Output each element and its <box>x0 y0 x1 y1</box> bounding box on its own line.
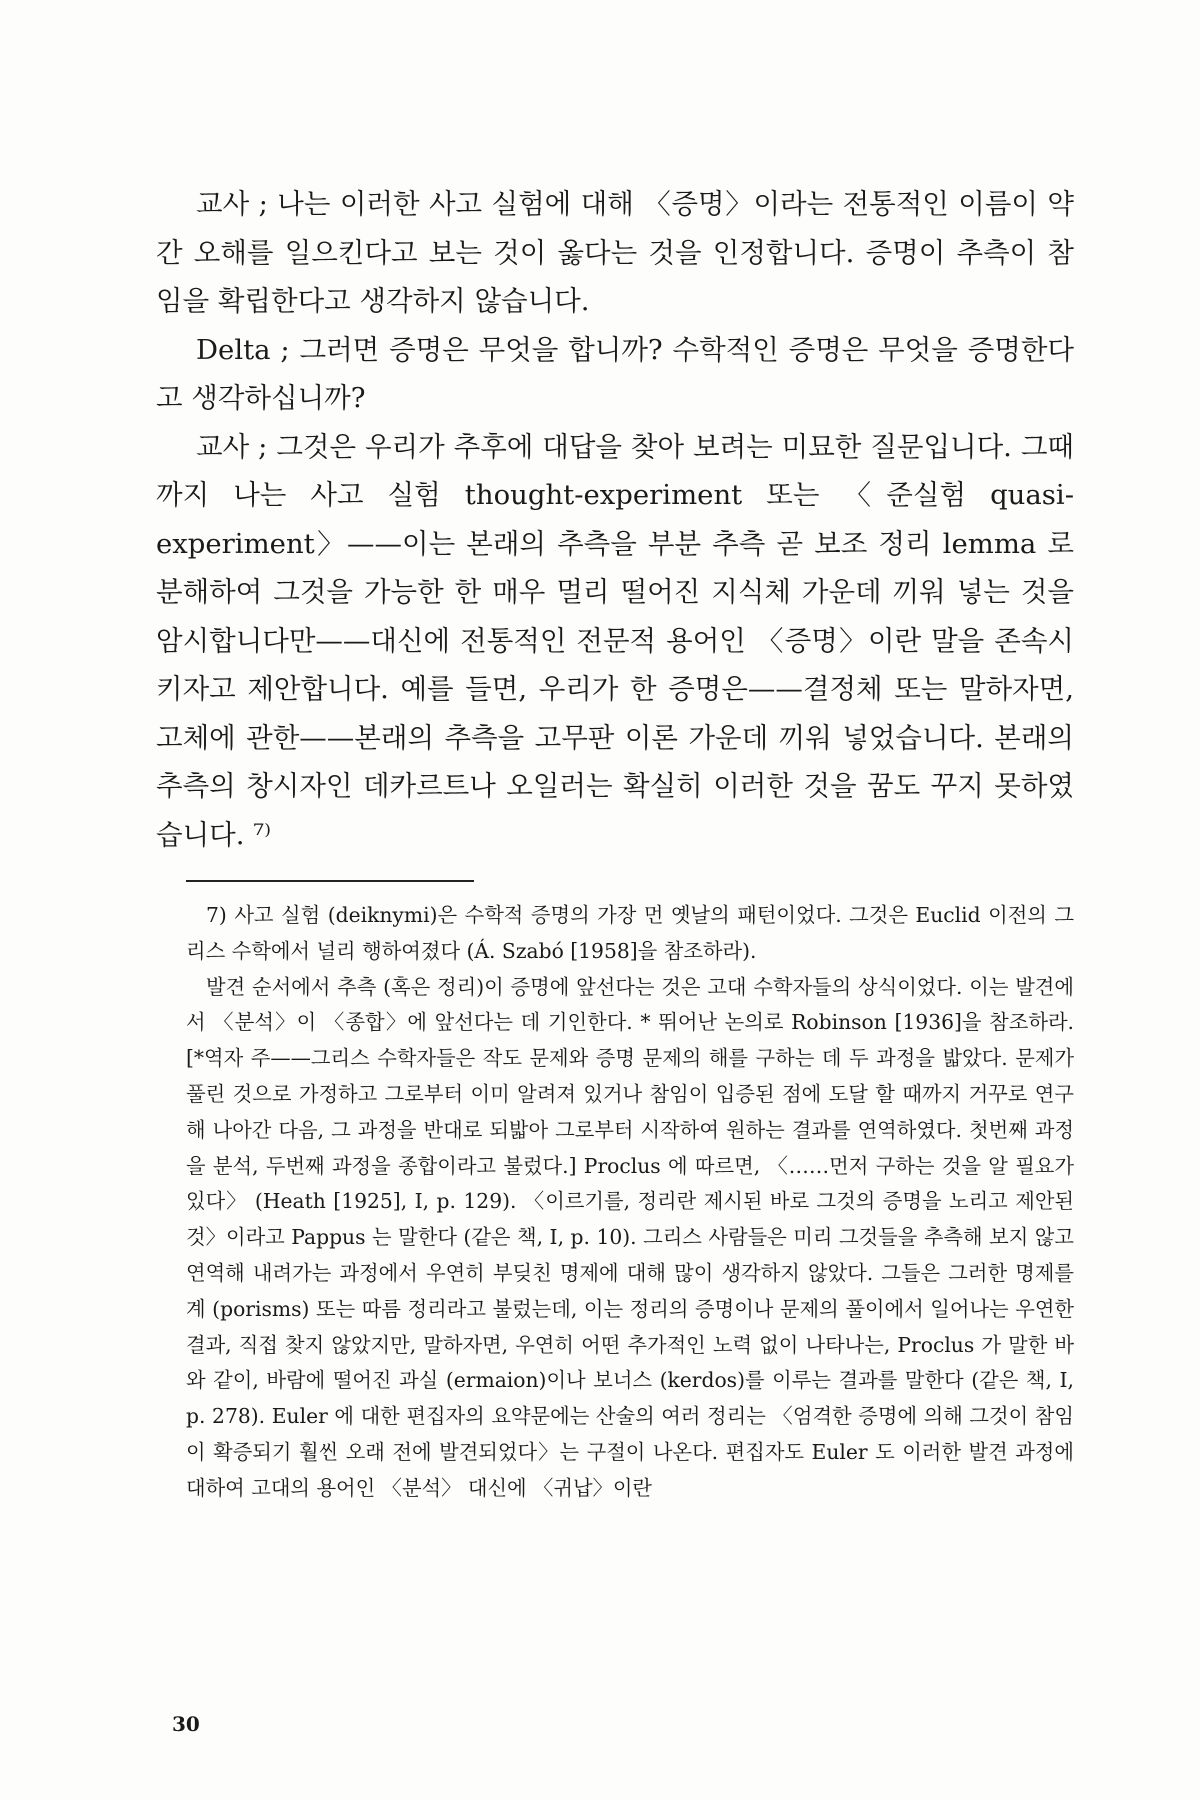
paragraph-teacher-2: 교사 ; 그것은 우리가 추후에 대답을 찾아 보려는 미묘한 질문입니다. 그때까지 나는 사고 실험 thought-experiment 또는 〈준실험 quasi-experiment〉——이는 본래의 추측을 부분 추측 곧 보조 정리 lemma 로 분해하여 그것을 가능한 한 매우 멀리 떨어진 지식체 가운데 끼워 넣는 것을 암시합니다만——대신에 전통적인 전문적 용어인 〈증명〉이란 말을 존속시키자고 제안합니다. 예를 들면, 우리가 한 증명은——결정체 또는 말하자면, 고체에 관한——본래의 추측을 고무판 이론 가운데 끼워 넣었습니다. 본래의 추측의 창시자인 데카르트나 오일러는 확실히 이러한 것을 꿈도 꾸지 못하였습니다. ⁷⁾ <box>156 430 1074 851</box>
footnote-divider <box>186 880 474 882</box>
footnote-7-continuation: 발견 순서에서 추측 (혹은 정리)이 증명에 앞선다는 것은 고대 수학자들의 상식이었다. 이는 발견에서 〈분석〉이 〈종합〉에 앞선다는 데 기인한다. * 뛰어난 논의로 Robinson [1936]을 참조하라. [*역자 주——그리스 수학자들은 작도 문제와 증명 문제의 해를 구하는 데 두 과정을 밟았다. 문제가 풀린 것으로 가정하고 그로부터 이미 알려져 있거나 참임이 입증된 점에 도달 할 때까지 거꾸로 연구해 나아간 다음, 그 과정을 반대로 되밟아 그로부터 시작하여 원하는 결과를 연역하였다. 첫번째 과정을 분석, 두번째 과정을 종합이라고 불렀다.] Proclus 에 따르면, 〈……먼저 구하는 것을 알 필요가 있다〉 (Heath [1925], I, p. 129). 〈이르기를, 정리란 제시된 바로 그것의 증명을 노리고 제안된 것〉이라고 Pappus 는 말한다 (같은 책, I, p. 10). 그리스 사람들은 미리 그것들을 추측해 보지 않고 연역해 내려가는 과정에서 우연히 부딪친 명제에 대해 많이 생각하지 않았다. 그들은 그러한 명제를 계 (porisms) 또는 따름 정리라고 불렀는데, 이는 정리의 증명이나 문제의 풀이에서 일어나는 우연한 결과, 직접 찾지 않았지만, 말하자면, 우연히 어떤 추가적인 노력 없이 나타나는, Proclus 가 말한 바와 같이, 바람에 떨어진 과실 (ermaion)이나 보너스 (kerdos)를 이루는 결과를 말한다 (같은 책, I, p. 278). Euler 에 대한 편집자의 요약문에는 산술의 여러 정리는 〈엄격한 증명에 의해 그것이 참임이 확증되기 훨씬 오래 전에 발견되었다〉는 구절이 나온다. 편집자도 Euler 도 이러한 발견 과정에 대하여 고대의 용어인 〈분석〉 대신에 〈귀납〉이란 <box>186 974 1074 1500</box>
footnotes <box>186 898 1074 1507</box>
footnote-7: 7) 사고 실험 (deiknymi)은 수학적 증명의 가장 먼 옛날의 패턴이었다. 그것은 Euclid 이전의 그리스 수학에서 널리 행하여졌다 (Á. Szabó [1958]을 참조하라). <box>186 903 1074 963</box>
paragraph-teacher-1: 교사 ; 나는 이러한 사고 실험에 대해 〈증명〉이라는 전통적인 이름이 약간 오해를 일으킨다고 보는 것이 옳다는 것을 인정합니다. 증명이 추측이 참임을 확립한다고 생각하지 않습니다. <box>156 188 1074 317</box>
paragraph-delta: Delta ; 그러면 증명은 무엇을 합니까? 수학적인 증명은 무엇을 증명한다고 생각하십니까? <box>156 333 1074 414</box>
main-text <box>156 180 1074 859</box>
page-number: 30 <box>172 1712 200 1736</box>
